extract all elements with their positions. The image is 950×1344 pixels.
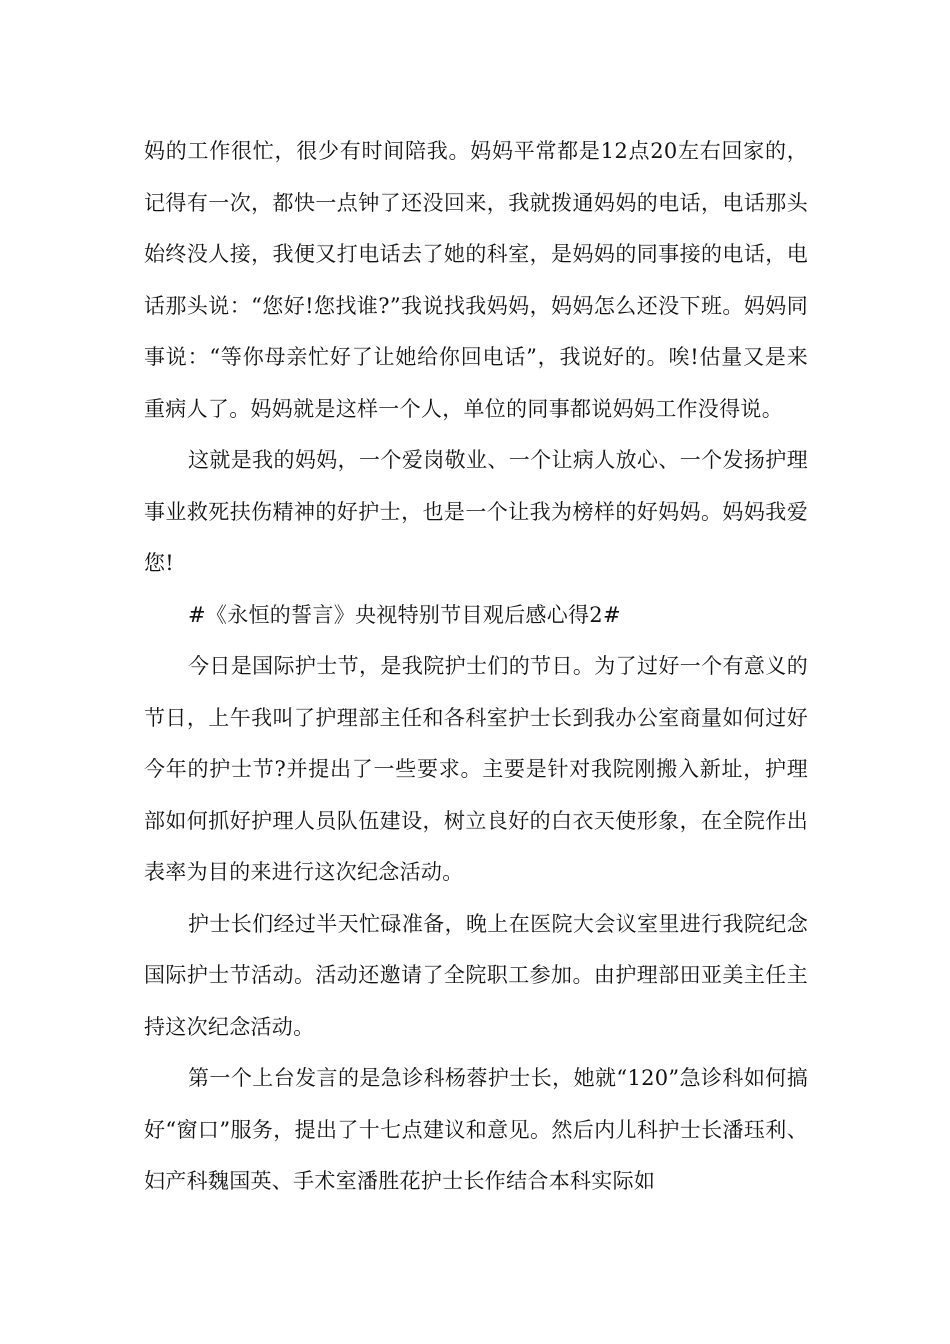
paragraph: 今日是国际护士节，是我院护士们的节日。为了过好一个有意义的节日，上午我叫了护理部主任和各科室护士长到我办公室商量如何过好今年的护士节?并提出了一些要求。主要是针对我院刚搬入新址，护理部如何抓好护理人员队伍建设，树立良好的白衣天使形象，在全院作出表率为目的来进行这次纪念活动。 (144, 654, 808, 884)
paragraph: 第一个上台发言的是急诊科杨蓉护士长，她就“120”急诊科如何搞好“窗口”服务，提出了十七点建议和意见。然后内儿科护士长潘珏利、妇产科魏国英、手术室潘胜花护士长作结合本科实际如 (144, 1066, 808, 1193)
paragraph: 护士长们经过半天忙碌准备，晚上在医院大会议室里进行我院纪念国际护士节活动。活动还邀请了全院职工参加。由护理部田亚美主任主持这次纪念活动。 (144, 911, 808, 1039)
paragraph-continuation: 妈的工作很忙，很少有时间陪我。妈妈平常都是12点20左右回家的，记得有一次，都快一点钟了还没回来，我就拨通妈妈的电话，电话那头始终没人接，我便又打电话去了她的科室，是妈妈的同事接的电话，电话那头说：“您好!您找谁?”我说找我妈妈，妈妈怎么还没下班。妈妈同事说：“等你母亲忙好了让她给你回电话”，我说好的。唉!估量又是来重病人了。妈妈就是这样一个人，单位的同事都说妈妈工作没得说。 (144, 139, 808, 421)
document-body (144, 126, 808, 1208)
section-heading: #《永恒的誓言》央视特别节目观后感心得2# (188, 602, 621, 627)
paragraph: 这就是我的妈妈，一个爱岗敬业、一个让病人放心、一个发扬护理事业救死扶伤精神的好护士，也是一个让我为榜样的好妈妈。妈妈我爱您! (144, 448, 808, 575)
